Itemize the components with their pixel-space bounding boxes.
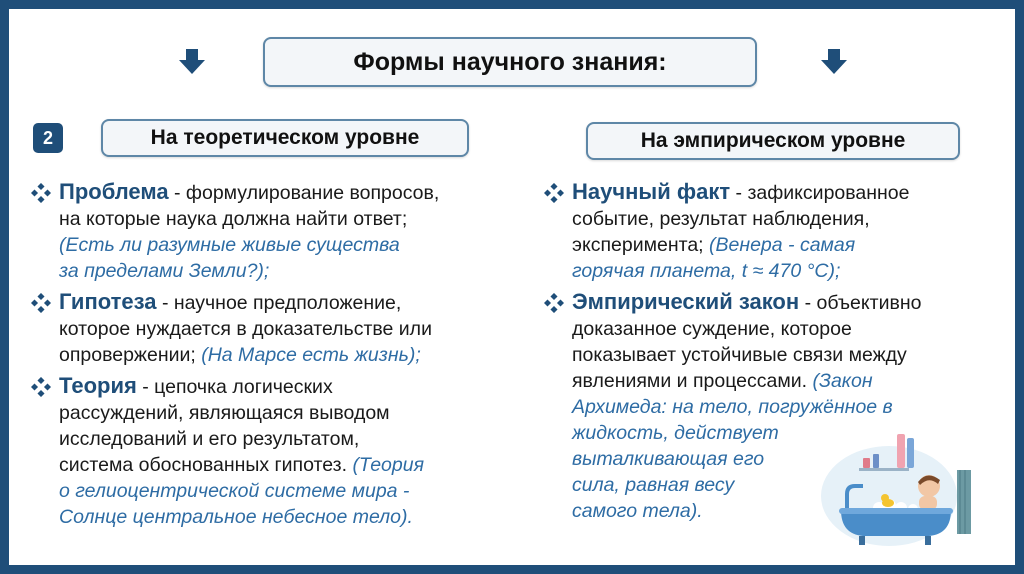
definition-text: - цепочка логических — [142, 376, 333, 398]
definition-text: - научное предположение, — [161, 292, 402, 314]
definition-text: на которые наука должна найти ответ; — [59, 208, 408, 230]
arrow-down-icon — [819, 47, 849, 77]
definition-text: показывает устойчивые связи между — [572, 344, 907, 366]
example-text: жидкость, действует — [572, 422, 779, 444]
example-text: (Закон — [812, 370, 873, 392]
term-label: Проблема — [59, 179, 169, 204]
empirical-level-heading: На эмпирическом уровне — [586, 122, 960, 160]
diamond-bullet-icon — [31, 293, 51, 313]
example-text: горячая планета, t ≈ 470 °C); — [572, 260, 841, 282]
definition-text: - объективно — [804, 292, 922, 314]
diamond-bullet-icon — [544, 293, 564, 313]
term-label: Гипотеза — [59, 289, 157, 314]
example-text: (На Марсе есть жизнь); — [201, 344, 421, 366]
list-item-scientific-fact — [544, 179, 1009, 284]
theoretical-level-heading: На теоретическом уровне — [101, 119, 469, 157]
example-text: (Венера - самая — [709, 234, 856, 256]
example-text: (Есть ли разумные живые существа — [59, 234, 400, 256]
slide-title: Формы научного знания: — [263, 37, 757, 87]
bathtub-illustration — [819, 424, 974, 552]
example-text: Архимеда: на тело, погружённое в — [572, 396, 893, 418]
example-text: Солнце центральное небесное тело). — [59, 506, 413, 528]
example-text: о гелиоцентрической системе мира - — [59, 480, 410, 502]
list-item-theory — [31, 373, 541, 530]
term-label: Эмпирический закон — [572, 289, 800, 314]
definition-text: доказанное суждение, которое — [572, 318, 852, 340]
definition-text: исследований и его результатом, — [59, 428, 360, 450]
theoretical-column — [31, 179, 541, 535]
definition-text: явлениями и процессами. — [572, 370, 808, 392]
diamond-bullet-icon — [31, 377, 51, 397]
number-badge: 2 — [33, 123, 63, 153]
diamond-bullet-icon — [544, 183, 564, 203]
definition-text: - зафиксированное — [735, 182, 910, 204]
example-text: выталкивающая его — [572, 448, 765, 470]
definition-text: которое нуждается в доказательстве или — [59, 318, 432, 340]
definition-text: эксперимента; — [572, 234, 704, 256]
definition-text: опровержении; — [59, 344, 196, 366]
diamond-bullet-icon — [31, 183, 51, 203]
list-item-problem — [31, 179, 541, 284]
term-label: Теория — [59, 373, 137, 398]
definition-text: - формулирование вопросов, — [174, 182, 440, 204]
list-item-hypothesis — [31, 289, 541, 368]
term-label: Научный факт — [572, 179, 731, 204]
example-text: самого тела). — [572, 500, 703, 522]
example-text: сила, равная весу — [572, 474, 735, 496]
example-text: (Теория — [352, 454, 424, 476]
definition-text: система обоснованных гипотез. — [59, 454, 348, 476]
slide — [9, 9, 1015, 565]
example-text: за пределами Земли?); — [59, 260, 270, 282]
definition-text: рассуждений, являющаяся выводом — [59, 402, 390, 424]
definition-text: событие, результат наблюдения, — [572, 208, 870, 230]
arrow-down-icon — [177, 47, 207, 77]
